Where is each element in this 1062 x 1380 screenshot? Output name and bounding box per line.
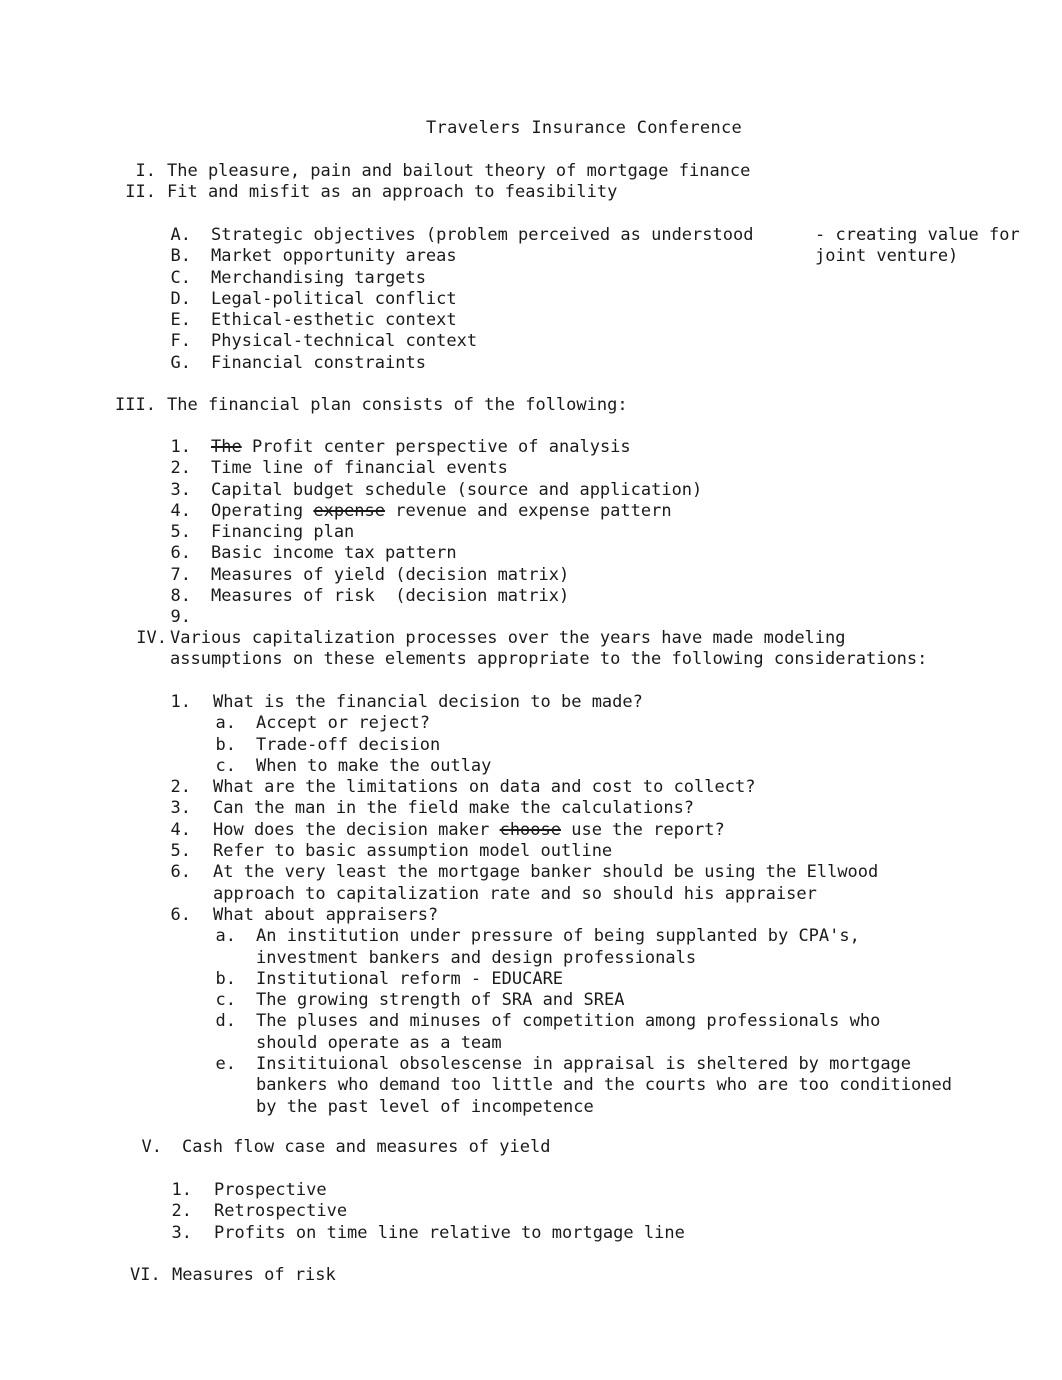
section-5 [0, 1137, 1062, 1158]
list-item-number: C. [170, 267, 191, 288]
list-item-number: B. [170, 246, 191, 267]
list-item: Financial constraints [211, 352, 426, 373]
sub-item: When to make the outlay [256, 755, 492, 776]
list-item-number: 5. [170, 841, 191, 862]
list-item: Time line of financial events [211, 458, 508, 479]
list-item-number: A. [170, 225, 191, 245]
sub-item-letter: c. [215, 990, 236, 1011]
sub-item: The pluses and minuses of competition among professionals who [256, 1011, 881, 1032]
side-note: - creating value for [815, 225, 1020, 245]
list-item: What are the limitations on data and cost to collect? [213, 777, 756, 798]
list-item-number: E. [170, 310, 191, 331]
side-note: joint venture) [815, 246, 959, 267]
list-item: Basic income tax pattern [211, 543, 457, 564]
section-2-list [0, 225, 1062, 374]
list-item-number: F. [170, 331, 191, 352]
list-item: Refer to basic assumption model outline [213, 841, 613, 862]
list-item [213, 820, 725, 841]
struck-text: The [211, 437, 242, 457]
section-number: II. [125, 182, 156, 203]
list-item-number: 3. [170, 798, 191, 819]
list-item-number: 1. [171, 1180, 192, 1200]
section-number: I. [135, 161, 156, 181]
struck-text: choose [499, 819, 561, 840]
section-number: VI. [130, 1265, 161, 1285]
sub-item: Insitituional obsolescense in appraisal is sheltered by mortgage [256, 1054, 912, 1075]
section-heading-continued: assumptions on these elements appropriate to the following considerations: [170, 649, 928, 670]
list-item: What is the financial decision to be made? [213, 692, 643, 712]
sub-item-continued: bankers who demand too little and the courts who are too conditioned [256, 1075, 952, 1096]
list-item: Measures of yield (decision matrix) [211, 564, 570, 585]
sub-item: Institutional reform - EDUCARE [256, 968, 564, 989]
list-item: Strategic objectives (problem perceived as understood [211, 225, 754, 245]
sub-item-letter: d. [215, 1011, 236, 1032]
list-item-number: 2. [171, 1201, 192, 1222]
list-item: Can the man in the field make the calculations? [213, 798, 695, 819]
section-heading: Measures of risk [172, 1265, 336, 1285]
section-5-list [0, 1180, 1062, 1244]
list-item-text: use the report? [561, 819, 725, 840]
section-heading: The financial plan consists of the following: [167, 395, 628, 415]
list-item-number: 8. [170, 586, 191, 607]
list-item-number: 9. [170, 607, 191, 628]
list-item: Profits on time line relative to mortgage line [214, 1222, 685, 1243]
section-number: IV. [136, 628, 167, 648]
section-number: V. [141, 1137, 162, 1157]
list-item-number: D. [170, 288, 191, 309]
section-heading: The pleasure, pain and bailout theory of mortgage finance [167, 161, 751, 181]
list-item-number: 3. [170, 479, 191, 500]
list-item-text: revenue and expense pattern [385, 500, 672, 521]
section-3 [0, 395, 1062, 416]
sub-item-letter: a. [215, 926, 236, 947]
list-item: Merchandising targets [211, 267, 426, 288]
section-number: III. [115, 395, 156, 415]
sub-item: The growing strength of SRA and SREA [256, 990, 625, 1011]
list-item-number: 6. [170, 543, 191, 564]
list-item: Legal-political conflict [211, 288, 457, 309]
list-item: Retrospective [214, 1201, 348, 1222]
page-title: Travelers Insurance Conference [426, 118, 743, 138]
list-item-number: 4. [170, 819, 191, 840]
sub-item-letter: b. [215, 968, 236, 989]
list-item-number: 6. [170, 862, 191, 883]
sub-item: An institution under pressure of being supplanted by CPA's, [256, 926, 860, 947]
sub-item-continued: investment bankers and design professionals [256, 947, 697, 968]
section-3-list [0, 437, 1062, 629]
list-item-number: 2. [170, 777, 191, 798]
list-item: Capital budget schedule (source and application) [211, 479, 703, 500]
list-item: Measures of risk (decision matrix) [211, 586, 570, 607]
sub-item-letter: b. [215, 734, 236, 755]
list-item-number: 4. [170, 500, 191, 521]
list-item-number: 7. [170, 564, 191, 585]
section-4 [0, 628, 1062, 671]
section-1 [0, 161, 1062, 204]
sub-item: Trade-off decision [256, 734, 441, 755]
list-item-continued: approach to capitalization rate and so should his appraiser [213, 883, 817, 904]
section-6 [0, 1265, 1062, 1286]
sub-item-letter: e. [215, 1054, 236, 1075]
list-item: Financing plan [211, 522, 355, 543]
list-item: Physical-technical context [211, 331, 478, 352]
list-item-number: 5. [170, 522, 191, 543]
sub-item: Accept or reject? [256, 713, 430, 734]
list-item-number: 6. [170, 904, 191, 925]
sub-item-continued: by the past level of incompetence [256, 1096, 594, 1117]
sub-item-letter: c. [215, 755, 236, 776]
section-4-list [0, 692, 1062, 1118]
struck-text: expense [313, 500, 386, 521]
section-heading: Various capitalization processes over the years have made modeling [170, 628, 846, 648]
list-item-number: 1. [170, 692, 191, 712]
list-item [211, 437, 631, 458]
list-item-number: G. [170, 352, 191, 373]
list-item-number: 3. [171, 1222, 192, 1243]
section-heading: Cash flow case and measures of yield [182, 1137, 551, 1157]
list-item: Ethical-esthetic context [211, 310, 457, 331]
list-item-text: Operating [211, 500, 314, 521]
list-item: Market opportunity areas [211, 246, 457, 267]
list-item-text: Profit center perspective of analysis [241, 437, 631, 457]
list-item-number: 2. [170, 458, 191, 479]
section-heading: Fit and misfit as an approach to feasibility [167, 182, 618, 203]
list-item [211, 501, 672, 522]
sub-item-letter: a. [215, 713, 236, 734]
sub-item-continued: should operate as a team [256, 1032, 502, 1053]
list-item-text: How does the decision maker [213, 819, 500, 840]
list-item: At the very least the mortgage banker should be using the Ellwood [213, 862, 879, 883]
list-item: What about appraisers? [213, 904, 439, 925]
list-item-number: 1. [170, 437, 191, 457]
list-item: Prospective [214, 1180, 327, 1200]
